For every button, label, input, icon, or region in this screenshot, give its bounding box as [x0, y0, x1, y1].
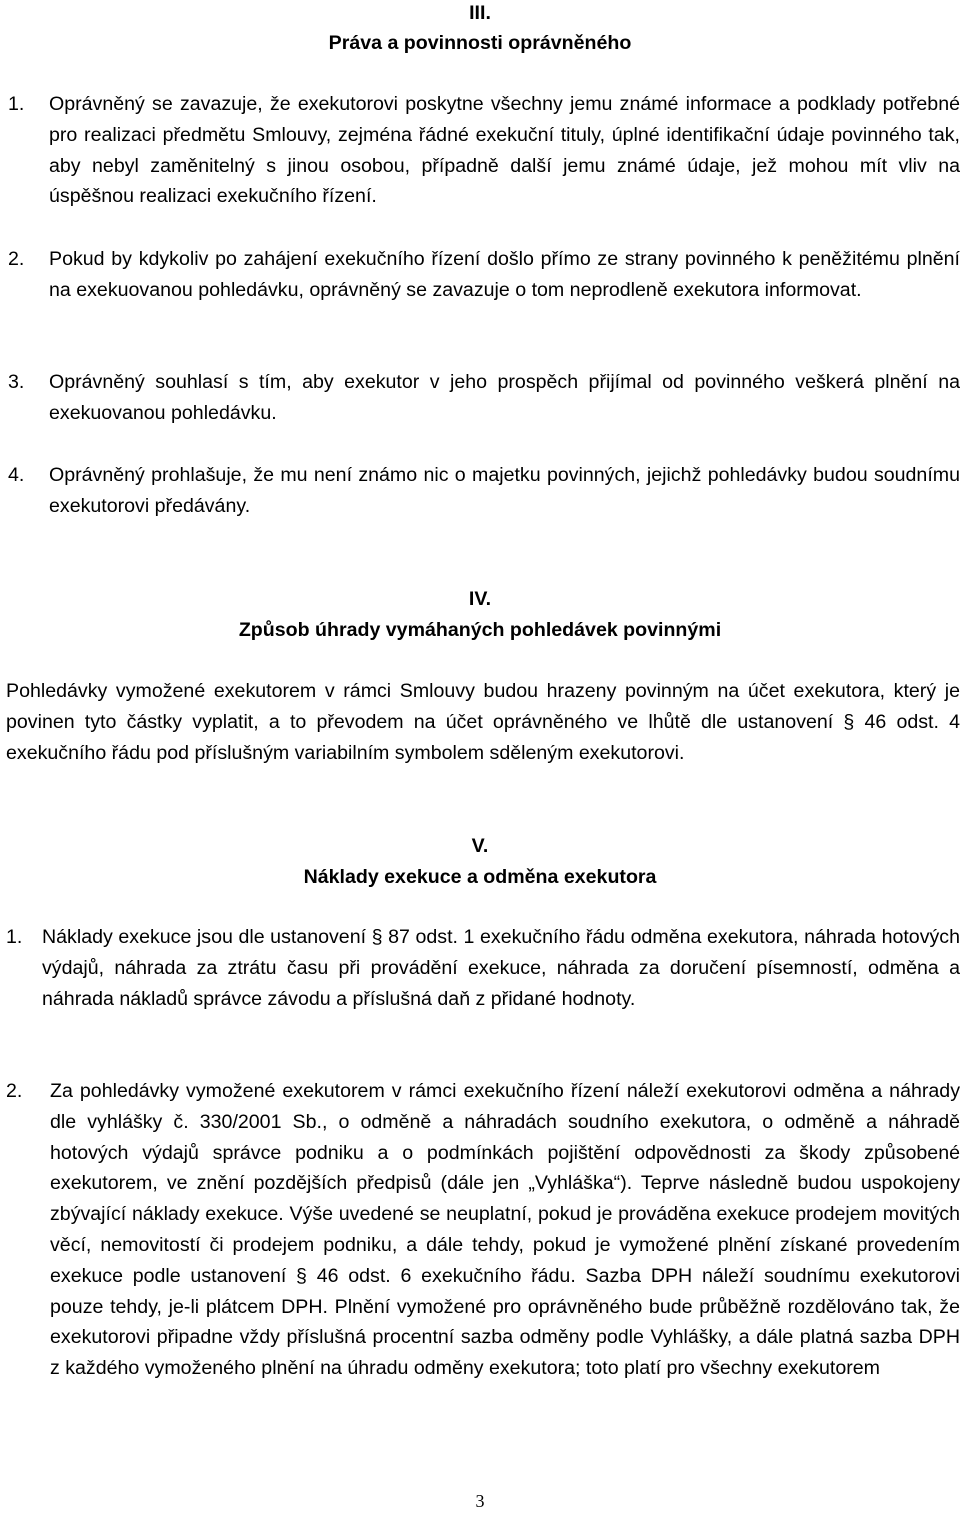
- section-iii-item-3: [8, 367, 960, 429]
- section-iii-item-4: [8, 460, 960, 522]
- item-number: 2.: [6, 1080, 23, 1102]
- section-iii-number: III.: [469, 2, 491, 24]
- item-number: 1.: [8, 93, 25, 115]
- item-text: Pokud by kdykoliv po zahájení exekučního řízení došlo přímo ze strany povinného k peněžitému plnění na exekuovanou pohledávku, oprávněný se zavazuje o tom neprodleně exekutora informovat.: [49, 248, 960, 301]
- section-v-item-1: [6, 922, 960, 1014]
- section-v-number: V.: [471, 835, 489, 857]
- item-text: Oprávněný souhlasí s tím, aby exekutor v jeho prospěch přijímal od povinného veškerá plnění na exekuovanou pohledávku.: [49, 371, 960, 424]
- section-iv-number: IV.: [468, 588, 492, 610]
- item-text: Za pohledávky vymožené exekutorem v rámci exekučního řízení náleží exekutorovi odměna a náhrady dle vyhlášky č. 330/2001 Sb., o odměně a náhradách soudního exekutora, o odměně a náhradě hotových výdajů správce podniku a o podmínkách pojištění odpovědnosti za škody způsobené exekutorem, ve znění pozdějších předpisů (dále jen „Vyhláška“). Teprve následně budou uspokojeny zbývající náklady exekuce. Výše uvedené se neuplatní, pokud je prováděna exekuce prodejem movitých věcí, nemovitostí či prodejem podniku, a dále tehdy, pokud je vymožené plnění získané provedením exekuce podle ustanovení § 46 odst. 6 exekučního řádu. Sazba DPH náleží soudnímu exekutorovi pouze tehdy, je-li plátcem DPH. Plnění vymožené pro oprávněného bude průběžně rozdělováno tak, že exekutorovi připadne vždy příslušná procentní sazba odměny podle Vyhlášky, a dále platná sazba DPH z každého vymoženého plnění na úhradu odměny exekutora; toto platí pro všechny exekutorem: [50, 1080, 960, 1380]
- section-iv-paragraph: Pohledávky vymožené exekutorem v rámci Smlouvy budou hrazeny povinným na účet exekutora, který je povinen tyto částky vyplatit, a to převodem na účet oprávněného ve lhůtě dle ustanovení § 46 odst. 4 exekučního řádu pod příslušným variabilním symbolem sděleným exekutorovi.: [6, 680, 960, 764]
- item-text: Oprávněný se zavazuje, že exekutorovi poskytne všechny jemu známé informace a podklady potřebné pro realizaci předmětu Smlouvy, zejména řádné exekuční tituly, úplné identifikační údaje povinného tak, aby nebyl zaměnitelný s jinou osobou, případně další jemu známé údaje, jež mohou mít vliv na úspěšnou realizaci exekučního řízení.: [49, 93, 960, 208]
- section-v-item-2: [6, 1076, 960, 1384]
- item-number: 2.: [8, 248, 25, 270]
- item-number: 1.: [6, 926, 23, 948]
- section-iii-item-2: [8, 244, 960, 306]
- section-iii-item-1: [8, 89, 960, 212]
- page-number: 3: [475, 1491, 485, 1511]
- item-number: 3.: [8, 371, 25, 393]
- item-text: Náklady exekuce jsou dle ustanovení § 87 odst. 1 exekučního řádu odměna exekutora, náhrada hotových výdajů, náhrada za ztrátu času při provádění exekuce, náhrada za doručení písemností, odměna a náhrada nákladů správce závodu a příslušná daň z přidané hodnoty.: [42, 926, 960, 1010]
- section-v-title: Náklady exekuce a odměna exekutora: [303, 866, 657, 888]
- item-text: Oprávněný prohlašuje, že mu není známo nic o majetku povinných, jejichž pohledávky budou soudnímu exekutorovi předávány.: [49, 464, 960, 517]
- section-iv-title: Způsob úhrady vymáhaných pohledávek povinnými: [238, 619, 722, 641]
- section-iii-title: Práva a povinnosti oprávněného: [328, 32, 632, 54]
- item-number: 4.: [8, 464, 25, 486]
